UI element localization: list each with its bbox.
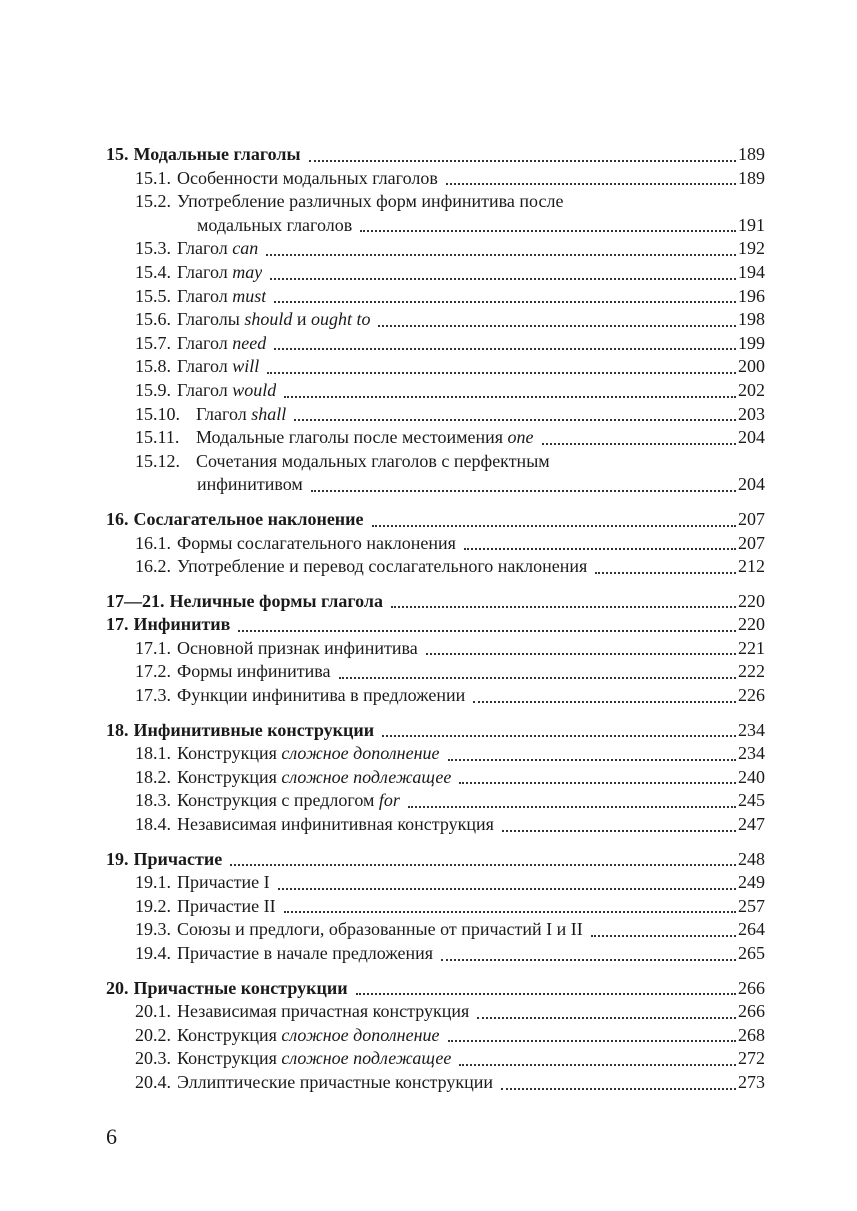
entry-title-part: will [232,356,260,377]
toc-entry [106,473,765,497]
dot-leader [448,759,737,761]
entry-title [196,450,550,474]
entry-title-part: Инфинитивные конструкции [133,719,375,740]
entry-number: 18.4. [135,814,171,835]
entry-title-part: Конструкция [177,743,282,764]
entry-title [177,379,276,403]
entry-title [134,613,231,637]
toc-entry [106,285,765,309]
entry-number: 15.2. [135,191,171,212]
entry-title-part: Сочетания модальных глаголов с перфектным [196,450,550,471]
entry-page-number: 264 [738,919,765,940]
entry-title-part: модальных глаголов [197,214,353,235]
toc-entry [106,637,765,661]
entry-number: 18.3. [135,790,171,811]
entry-title-part: must [232,285,267,306]
entry-number: 15.1. [135,167,171,188]
toc-chapter-entry [106,613,765,637]
entry-title-part: one [507,427,534,448]
toc-entry [106,190,765,214]
entry-title-part: Глагол [177,332,233,353]
entry-title-part: Формы инфинитива [177,661,331,682]
entry-number: 20.1. [135,1001,171,1022]
dot-leader [459,782,736,784]
dot-leader [477,1017,736,1019]
dot-leader [266,254,736,256]
entry-number: 15.9. [135,379,171,400]
entry-title [134,143,301,167]
entry-page-number: 273 [738,1071,765,1092]
entry-title [177,190,563,214]
entry-title [177,918,583,942]
entry-number: 15.8. [135,356,171,377]
toc-entry [106,237,765,261]
entry-title [177,167,438,191]
toc-chapter-entry [106,508,765,532]
entry-number: 17.3. [135,685,171,706]
dot-leader [284,396,736,398]
dot-leader [426,653,736,655]
dot-leader [391,606,736,608]
entry-page-number: 202 [738,379,765,400]
entry-number: 20.2. [135,1024,171,1045]
entry-number: 15.3. [135,238,171,259]
entry-title-part: for [378,790,400,811]
entry-title [197,214,352,238]
entry-title [134,848,223,872]
entry-number: 17.2. [135,661,171,682]
toc-entry [106,167,765,191]
entry-page-number: 222 [738,661,765,682]
entry-title [177,237,258,261]
entry-page-number: 268 [738,1024,765,1045]
entry-title-part: Причастие I [177,872,270,893]
entry-number: 17. [106,614,129,635]
entry-number: 15. [106,144,129,164]
toc-entry [106,379,765,403]
entry-number: 17.1. [135,637,171,658]
entry-title [177,332,266,356]
entry-title-part: shall [251,403,287,424]
entry-title [177,1047,451,1071]
dot-leader [446,183,736,185]
entry-title-part: Инфинитив [133,614,231,635]
entry-title-part: Глагол [177,285,233,306]
entry-page-number: 189 [738,167,765,188]
entry-title-part: Причастие [133,848,223,869]
entry-title-part: should [244,309,293,330]
entry-title [177,895,276,919]
entry-title [177,742,440,766]
toc-entry [106,214,765,238]
entry-title [177,308,370,332]
entry-title-part: Глагол [177,261,233,282]
entry-title [177,942,433,966]
entry-title-part: инфинитивом [197,474,303,495]
dot-leader [274,301,736,303]
dot-leader [339,677,736,679]
entry-title [177,637,418,661]
entry-title-part: Функции инфинитива в предложении [177,685,466,706]
toc-entry [106,532,765,556]
entry-page-number: 191 [738,214,765,235]
dot-leader [459,1064,736,1066]
entry-page-number: 257 [738,895,765,916]
toc-entry [106,813,765,837]
entry-title [177,660,331,684]
entry-page-number: 247 [738,814,765,835]
entry-title-part: ought to [310,309,371,330]
toc-entry [106,895,765,919]
toc-entry [106,1024,765,1048]
entry-page-number: 245 [738,790,765,811]
entry-title [177,813,494,837]
entry-title [196,426,534,450]
entry-page-number: 204 [738,474,765,495]
entry-page-number: 249 [738,872,765,893]
entry-number: 15.4. [135,261,171,282]
entry-page-number: 194 [738,261,765,282]
entry-title-part: would [232,379,277,400]
dot-leader [464,548,736,550]
entry-title-part: Формы сослагательного наклонения [177,532,456,553]
entry-title-part: Неличные формы глагола [169,590,383,611]
entry-title-part: Союзы и предлоги, образованные от причастий I и II [177,919,583,940]
dot-leader [238,630,736,632]
entry-page-number: 203 [738,403,765,424]
entry-title-part: Причастие II [177,895,276,916]
dot-leader [372,525,736,527]
entry-title-part: Независимая причастная конструкция [177,1001,470,1022]
toc-entry [106,742,765,766]
dot-leader [284,911,736,913]
entry-title-part: Глагол [177,356,233,377]
dot-leader [274,348,736,350]
toc-entry [106,555,765,579]
entry-number: 15.7. [135,332,171,353]
entry-page-number: 212 [738,556,765,577]
entry-title-part: can [232,238,259,259]
entry-title-part: Независимая инфинитивная конструкция [177,814,494,835]
dot-leader [230,864,736,866]
toc-entry [106,684,765,708]
entry-title [177,261,262,285]
toc-entry [106,871,765,895]
dot-leader [502,830,736,832]
entry-page-number: 234 [738,719,765,740]
entry-page-number: 200 [738,356,765,377]
entry-number: 19.2. [135,895,171,916]
entry-number: 16.1. [135,532,171,553]
dot-leader [311,490,736,492]
entry-title [177,789,400,813]
entry-page-number: 265 [738,943,765,963]
toc-chapter-entry [106,977,765,1001]
entry-title [177,1071,493,1095]
entry-page-number: 204 [738,427,765,448]
entry-title-part: Причастие в начале предложения [177,943,434,963]
toc-entry [106,332,765,356]
entry-title-part: Сослагательное наклонение [133,508,364,529]
entry-number: 18.1. [135,743,171,764]
entry-number: 16.2. [135,556,171,577]
entry-title [170,590,383,614]
entry-title [177,555,587,579]
entry-title-part: сложное дополнение [281,1024,440,1045]
toc-chapter-entry [106,848,765,872]
entry-title-part: Эллиптические причастные конструкции [177,1071,494,1092]
entry-title [177,1024,440,1048]
dot-leader [595,572,736,574]
entry-title [177,684,465,708]
entry-title-part: Глаголы [177,309,245,330]
entry-title-part: Конструкция [177,766,282,787]
entry-number: 20.3. [135,1048,171,1069]
entry-number: 19.4. [135,943,171,963]
entry-page-number: 220 [738,614,765,635]
entry-number: 15.6. [135,309,171,330]
toc-entry [106,426,765,450]
entry-page-number: 272 [738,1048,765,1069]
toc-entry [106,403,765,427]
toc-chapter-entry [106,143,765,167]
entry-title-part: Употребление различных форм инфинитива после [177,191,564,212]
entry-title [197,473,303,497]
toc-entry [106,789,765,813]
entry-title-part: сложное дополнение [281,743,440,764]
toc-entry [106,1047,765,1071]
dot-leader [382,735,736,737]
entry-title-part: Глагол [177,238,233,259]
entry-title-part: need [232,332,267,353]
entry-page-number: 226 [738,685,765,706]
dot-leader [501,1088,736,1090]
entry-title-part: и [292,309,311,330]
entry-title-part: Модальные глаголы [133,144,301,164]
entry-page-number: 198 [738,309,765,330]
dot-leader [542,443,736,445]
entry-title-part: Глагол [196,403,252,424]
entry-page-number: 266 [738,977,765,998]
dot-leader [356,993,736,995]
entry-number: 19.3. [135,919,171,940]
entry-page-number: 220 [738,590,765,611]
toc-entry [106,766,765,790]
dot-leader [309,160,736,162]
entry-title-part: Употребление и перевод сослагательного наклонения [177,556,588,577]
entry-title-part: сложное подлежащее [281,1048,452,1069]
entry-title-part: Причастные конструкции [133,977,348,998]
toc-entry [106,355,765,379]
entry-page-number: 207 [738,532,765,553]
entry-number: 20. [106,977,129,998]
entry-page-number: 240 [738,766,765,787]
toc-entry [106,942,765,966]
toc-entry [106,1071,765,1095]
entry-title [177,285,266,309]
toc-entry [106,1000,765,1024]
table-of-contents [106,143,765,1095]
entry-page-number: 234 [738,743,765,764]
toc-entry [106,308,765,332]
entry-number: 19.1. [135,872,171,893]
entry-title [177,871,270,895]
dot-leader [278,888,736,890]
toc-chapter-entry [106,590,765,614]
entry-title [196,403,286,427]
entry-page-number: 199 [738,332,765,353]
entry-number: 19. [106,848,129,869]
entry-page-number: 207 [738,508,765,529]
dot-leader [473,701,736,703]
entry-page-number: 196 [738,285,765,306]
entry-title [134,977,348,1001]
dot-leader [441,959,736,961]
toc-entry [106,918,765,942]
entry-page-number: 189 [738,144,765,164]
toc-entry [106,450,765,474]
entry-title-part: may [232,261,263,282]
entry-page-number: 192 [738,238,765,259]
entry-number: 15.10. [135,403,180,424]
entry-title [177,766,451,790]
toc-entry [106,261,765,285]
entry-title-part: Особенности модальных глаголов [177,167,438,188]
dot-leader [378,325,736,327]
toc-entry [106,660,765,684]
entry-title [134,719,375,743]
entry-title [177,1000,469,1024]
dot-leader [360,230,736,232]
page-number: 6 [106,1124,117,1149]
entry-number: 18.2. [135,766,171,787]
entry-title-part: Конструкция [177,1024,282,1045]
dot-leader [408,806,736,808]
entry-title-part: Конструкция [177,1048,282,1069]
entry-title [177,355,259,379]
entry-title [134,508,364,532]
entry-title [177,532,456,556]
entry-number: 16. [106,508,129,529]
dot-leader [448,1040,737,1042]
entry-title-part: Модальные глаголы после местоимения [196,427,508,448]
dot-leader [270,278,736,280]
entry-title-part: сложное подлежащее [281,766,452,787]
entry-number: 15.11. [135,427,180,448]
entry-number: 20.4. [135,1071,171,1092]
entry-number: 15.5. [135,285,171,306]
dot-leader [294,419,736,421]
entry-number: 17—21. [106,590,165,611]
entry-title-part: Глагол [177,379,233,400]
entry-page-number: 266 [738,1001,765,1022]
entry-number: 15.12. [135,450,180,471]
toc-chapter-entry [106,719,765,743]
entry-page-number: 248 [738,848,765,869]
dot-leader [267,372,736,374]
dot-leader [591,935,736,937]
entry-title-part: Основной признак инфинитива [177,637,418,658]
entry-number: 18. [106,719,129,740]
entry-page-number: 221 [738,637,765,658]
entry-title-part: Конструкция с предлогом [177,790,379,811]
